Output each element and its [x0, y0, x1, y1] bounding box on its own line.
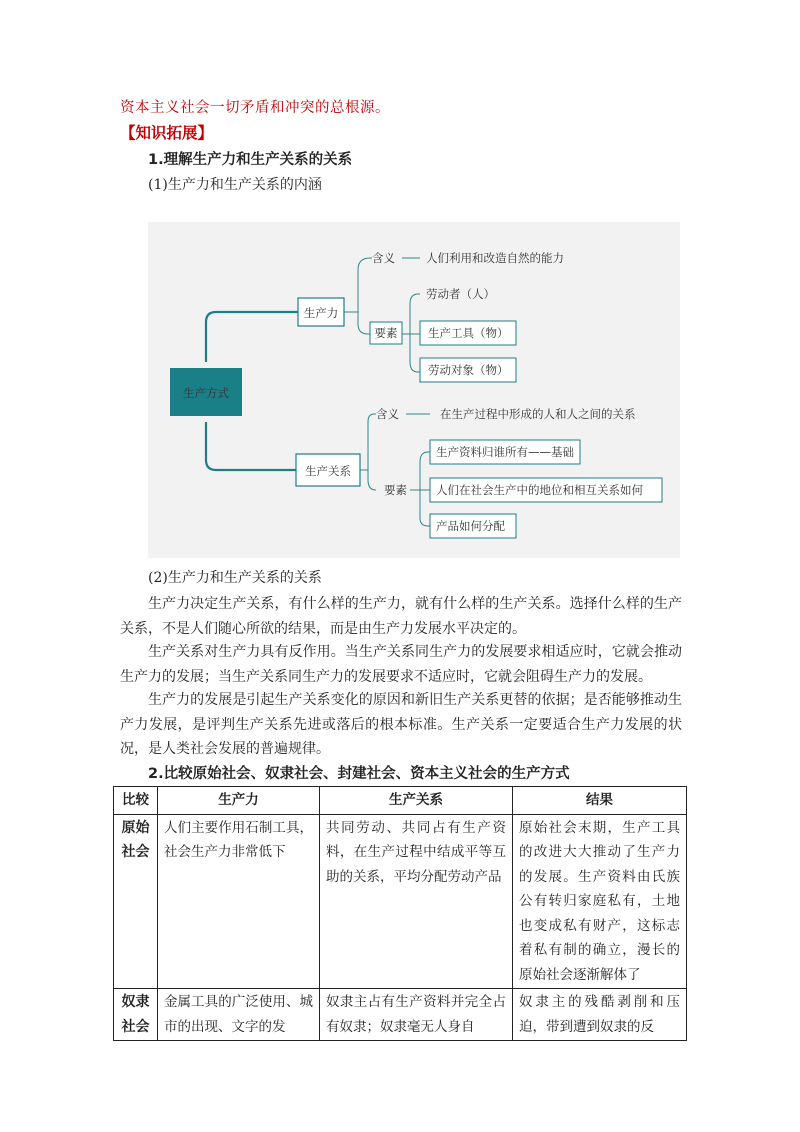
- table-cell: 金属工具的广泛使用、城市的出现、文字的发: [158, 989, 320, 1041]
- table-row: [114, 989, 687, 1041]
- relations-meaning-text: 在生产过程中形成的人和人之间的关系: [440, 407, 636, 421]
- heading-1-1: (1)生产力和生产关系的内涵: [148, 177, 322, 193]
- table-cell: 奴隶主占有生产资料并完全占有奴隶；奴隶毫无人身自: [320, 989, 513, 1041]
- relations-node-label: 生产关系: [305, 464, 351, 478]
- productivity-meaning-label: 含义: [372, 251, 395, 265]
- relations-meaning-label: 含义: [376, 407, 399, 421]
- relations-element-1: 生产资料归谁所有——基础: [436, 445, 574, 459]
- productivity-meaning-text: 人们利用和改造自然的能力: [426, 251, 564, 265]
- heading-2: 2.比较原始社会、奴隶社会、封建社会、资本主义社会的生产方式: [148, 766, 570, 782]
- mind-map-diagram: [148, 222, 680, 558]
- table-header: 生产关系: [320, 787, 513, 815]
- paragraph-2: 生产关系对生产力具有反作用。当生产关系同生产力的发展要求相适应时，它就会推动生产力的发展；当生产关系同生产力的发展要求不适应时，它就会阻碍生产力的发展。: [120, 644, 682, 685]
- relations-element-3: 产品如何分配: [436, 519, 505, 533]
- table-cell: 人们主要作用石制工具，社会生产力非常低下: [158, 814, 320, 989]
- table-cell: 共同劳动、共同占有生产资料，在生产过程中结成平等互助的关系，平均分配劳动产品: [320, 814, 513, 989]
- root-node-label: 生产方式: [183, 386, 229, 400]
- productivity-element-1: 劳动者（人）: [426, 287, 495, 301]
- table-header: 结果: [513, 787, 687, 815]
- red-continuation-line: 资本主义社会一切矛盾和冲突的总根源。: [120, 100, 390, 116]
- comparison-table: [113, 786, 687, 1041]
- table-row: [114, 814, 687, 989]
- table-header-row: [114, 787, 687, 815]
- table-cell: 奴隶主的残酷剥削和压迫，带到遭到奴隶的反: [513, 989, 687, 1041]
- heading-1: 1.理解生产力和生产关系的关系: [148, 152, 353, 168]
- relations-elements-label: 要素: [384, 483, 407, 497]
- productivity-element-3: 劳动对象（物）: [428, 363, 509, 377]
- paragraph-3: 生产力的发展是引起生产关系变化的原因和新旧生产关系更替的依据；是否能够推动生产力发展，是评判生产关系先进或落后的根本标准。生产关系一定要适合生产力发展的状况，是人类社会发展的普遍规律。: [120, 692, 682, 757]
- table-header: 比较: [114, 787, 158, 815]
- table-cell-society: 奴隶社会: [114, 989, 158, 1041]
- relations-element-2: 人们在社会生产中的地位和相互关系如何: [436, 483, 643, 497]
- productivity-node-label: 生产力: [303, 306, 339, 320]
- section-title: 【知识拓展】: [120, 124, 214, 142]
- table-cell-society: 原始社会: [114, 814, 158, 989]
- table-cell: 原始社会末期，生产工具的改进大大推动了生产力的发展。生产资料由氏族公有转归家庭私有，土地也变成私有财产，这标志着私有制的确立，漫长的原始社会逐渐解体了: [513, 814, 687, 989]
- table-header: 生产力: [158, 787, 320, 815]
- productivity-elements-label: 要素: [374, 326, 398, 340]
- productivity-element-2: 生产工具（物）: [428, 326, 509, 340]
- paragraph-1: 生产力决定生产关系，有什么样的生产力，就有什么样的生产关系。选择什么样的生产关系，不是人们随心所欲的结果，而是由生产力发展水平决定的。: [120, 596, 682, 637]
- heading-1-2: (2)生产力和生产关系的关系: [148, 570, 322, 586]
